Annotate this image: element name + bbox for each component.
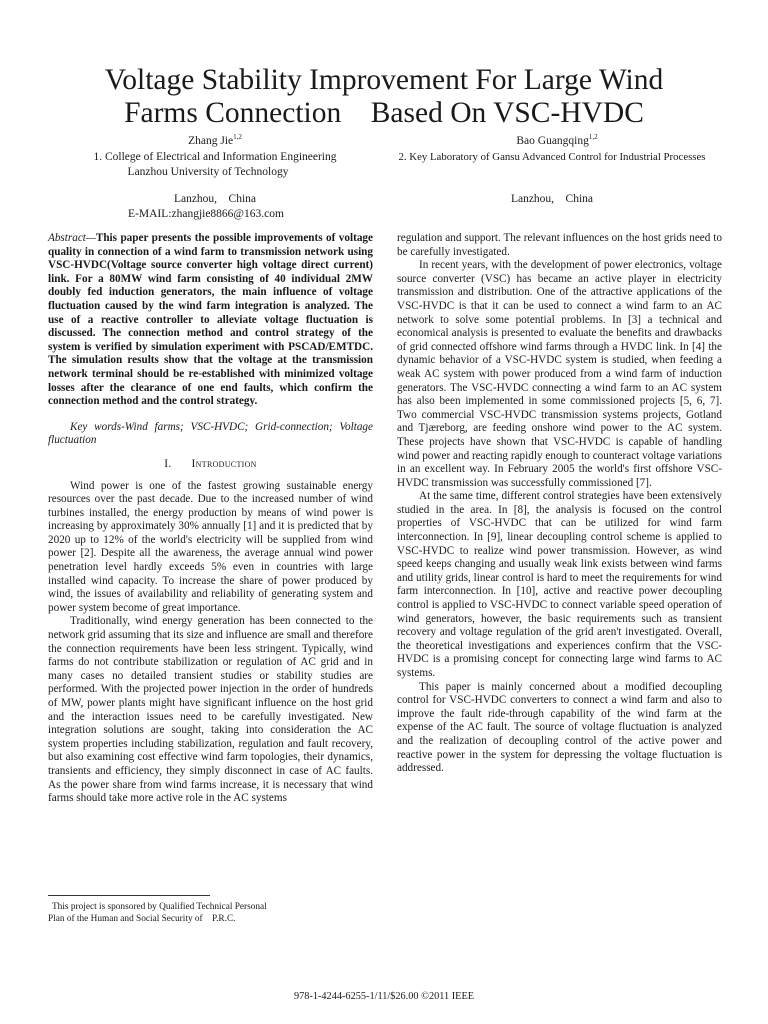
intro-paragraph-3: In recent years, with the development of power electronics, voltage source converter (VSC) has became an active player in electricity transmission and distribution. One of the attractive applications of the VSC-HVDC is that it can be used to connect a wind farm to an AC network to solve some potential problems. In [3] a technical and economical analysis is presented to evaluate the benefits and drawbacks of grid connected offshore wind farms through a HVDC link. In [4] the dynamic behavior of a VSC-HVDC system is studied, when feeding a weak AC system with power produced from a wind farm of induction generators. The VSC-HVDC connecting a wind farm to an AC system has also been implemented in some commissioned projects [5, 6, 7]. Two commercial VSC-HVDC transmission systems projects, Gotland and Tjæreborg, are feeding onshore wind power to the AC system. These projects have shown that VSC-HVDC is capable of handling wind power and reacting rapidly enough to counteract voltage variations in an excellent way. In February 2005 the world's first offshore VSC-HVDC transmission was successfully commissioned [7]. bbox=[397, 259, 722, 489]
section-title: Introduction bbox=[191, 457, 257, 470]
abstract-lead: Abstract— bbox=[48, 232, 96, 244]
left-column bbox=[48, 232, 373, 806]
footnote-divider bbox=[48, 895, 210, 896]
author-block-2 bbox=[382, 134, 722, 208]
author-affiliation: 1. College of Electrical and Information Engineering bbox=[93, 150, 337, 163]
author-block-1 bbox=[70, 134, 360, 223]
author-institution: Lanzhou University of Technology bbox=[127, 166, 289, 178]
right-column bbox=[397, 232, 722, 776]
footnote-line-1: This project is sponsored by Qualified Technical Personal bbox=[52, 902, 267, 912]
author-superscript: 1,2 bbox=[588, 133, 598, 141]
author-email: E-MAIL:zhangjie8866@163.com bbox=[128, 208, 284, 220]
intro-paragraph-2: Traditionally, wind energy generation has been connected to the network grid assuming that its size and influence are small and therefore the connection requirements have been less stringent. Typically, wind farms do not contribute stabilization or regulation of AC grid and in many cases no detailed transient studies or stability studies are performed. With the projected power injection in the order of hundreds of MW, power plants might have significant influence on the host grid and the interaction issues need to be carefully investigated. New integration solutions are sought, taking into consideration the AC system properties including stabilization, regulation and fault recovery, but also examining cost effective wind farm topologies, their dynamics, transients and efficiency, they simply disconnect in case of AC faults. As the power share from wind farms increase, it is necessary that wind farms should take more active role in the AC systems bbox=[48, 615, 373, 805]
author-location: Lanzhou, China bbox=[173, 192, 257, 205]
page-footer: 978-1-4244-6255-1/11/$26.00 ©2011 IEEE bbox=[293, 991, 475, 1002]
keywords: Key words-Wind farms; VSC-HVDC; Grid-connection; Voltage fluctuation bbox=[48, 420, 373, 447]
title-line-1: Voltage Stability Improvement For Large Wind bbox=[104, 64, 664, 96]
intro-paragraph-5: This paper is mainly concerned about a modified decoupling control for VSC-HVDC converters to connect a wind farm and also to improve the fault ride-through capability of the wind farm at the expense of the AC fault. The source of voltage fluctuation is analyzed and the realization of decoupling control of the active power and reactive power in the system for depressing the voltage fluctuation is addressed. bbox=[397, 680, 722, 775]
author-superscript: 1,2 bbox=[233, 133, 242, 141]
abstract bbox=[48, 232, 373, 409]
footnote bbox=[48, 901, 348, 925]
abstract-text: This paper presents the possible improvements of voltage quality in connection of a wind farm to transmission network using VSC-HVDC(Voltage source converter high voltage direct current) link. For a 80MW wind farm consisting of 40 individual 2MW doubly fed induction generators, the main influence of voltage fluctuation caused by the wind farm integration is analyzed. The use of a reactive controller to alleviate voltage fluctuation is discussed. The connection method and control strategy of the system is verified by simulation experiment with PSCAD/EMTDC. The simulation results show that the voltage at the transmission network terminal should be re-established with minimized voltage losses after the clearance of one end faults, which confirm the connection method and the control strategy. bbox=[48, 232, 373, 408]
intro-paragraph-4: At the same time, different control strategies have been extensively studied in the area. In [8], the analysis is focused on the control properties of VSC-HVDC that can be utilized for wind farm interconnection. In [9], linear decoupling control scheme is applied to VSC-HVDC to realize wind power transmission. However, as wind speed keeps changing and usually weak link exists between wind farms and utility grids, linear control is hard to meet the requirements for wind farm interconnection. In [10], active and reactive power decoupling control is applied to VSC-HVDC to connect variable speed operation of wind generators, however, the basic requirements such as transient recovery and voltage regulation of the grid aren't investigated. Overall, the theoretical investigations and experiences confirm that the VSC-HVDC is a promising concept for connecting large wind farms to AC systems. bbox=[397, 490, 722, 679]
author-name: Bao Guangqing$^{1,2}$ bbox=[516, 133, 598, 147]
author-affiliation: 2. Key Laboratory of Gansu Advanced Control for Industrial Processes bbox=[398, 150, 706, 163]
section-number: I. bbox=[164, 457, 172, 470]
intro-paragraph-1: Wind power is one of the fastest growing sustainable energy resources over the past decade. Due to the increased number of wind turbines installed, the energy production by means of wind power is increasing by approximately 30% annually [1] and it is predicted that by 2020 up to 12% of the world's electricity will be supplied from wind power [2]. Despite all the awareness, the average annual wind power penetration level hardly exceeds 5% even in countries with large installed wind capacity. To increase the share of power produced by wind, the issues of availability and reliability of generating system and power system become of great importance. bbox=[48, 479, 373, 614]
author-name: Zhang Jie$^{1,2}$ bbox=[188, 133, 242, 147]
paper-title bbox=[40, 64, 728, 130]
title-line-2: Farms Connection Based On VSC-HVDC bbox=[124, 97, 644, 129]
paragraph-continuation: regulation and support. The relevant influences on the host grids need to be carefully investigated. bbox=[397, 232, 722, 258]
author-location: Lanzhou, China bbox=[510, 193, 594, 205]
section-heading-introduction bbox=[48, 458, 373, 472]
footnote-line-2: Plan of the Human and Social Security of P.R.C. bbox=[48, 914, 236, 924]
